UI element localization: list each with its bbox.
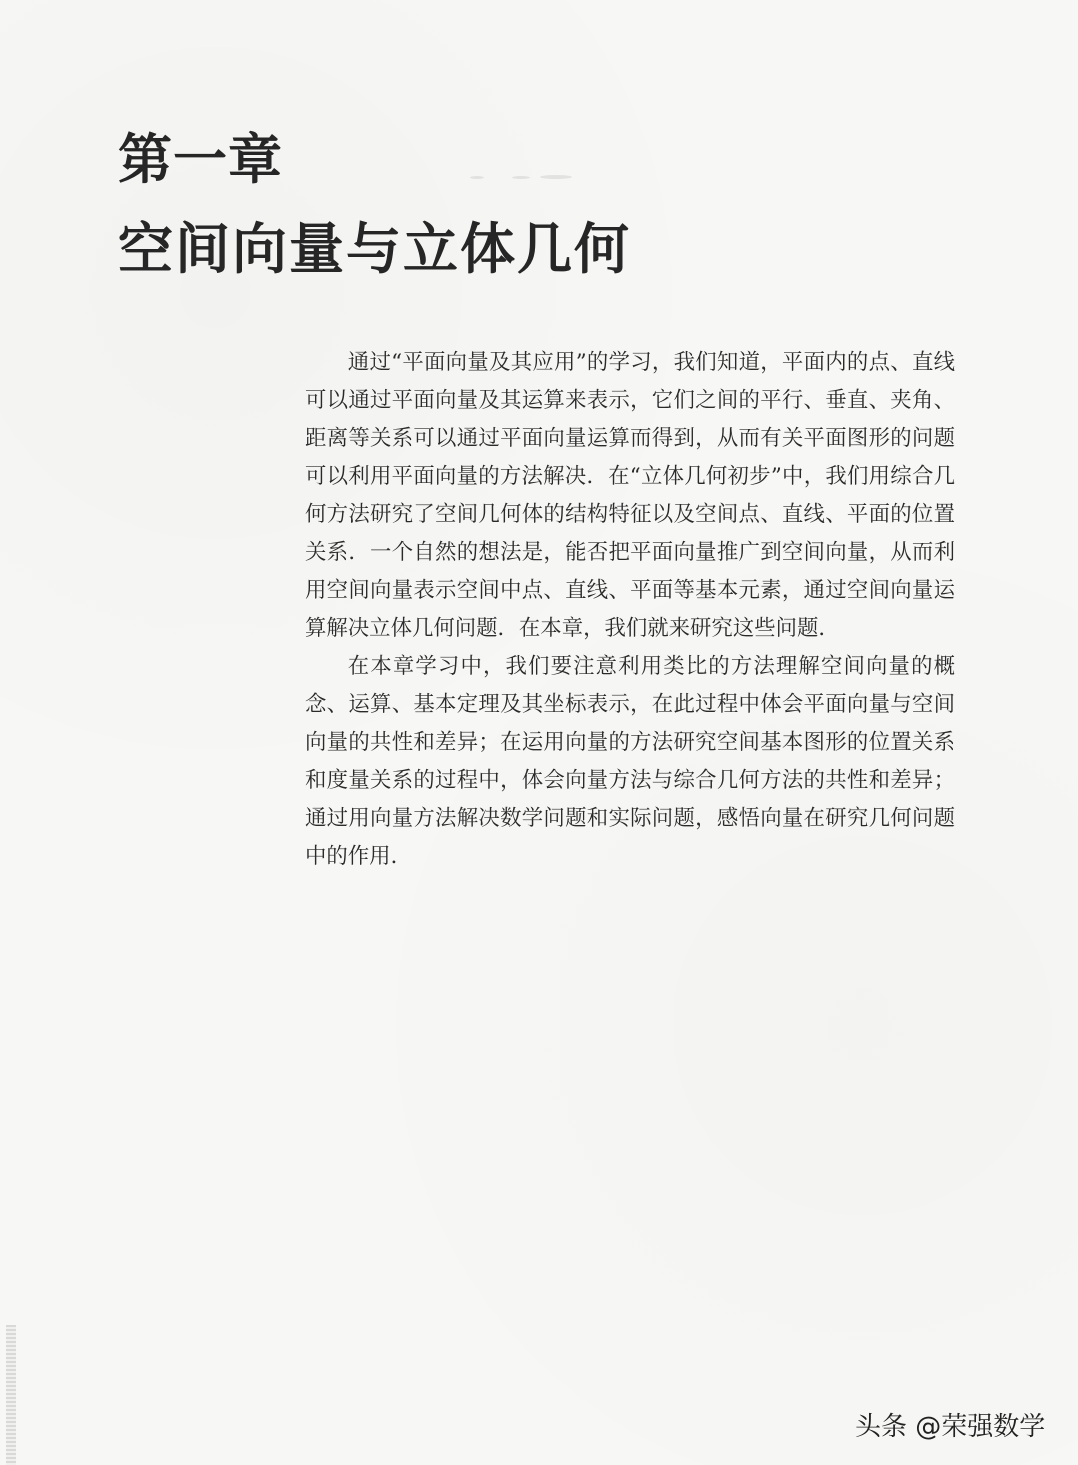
scan-speck — [470, 176, 484, 179]
scan-speck — [540, 175, 572, 179]
chapter-number: 第一章 — [118, 128, 283, 191]
intro-paragraph: 通过“平面向量及其应用”的学习，我们知道，平面内的点、直线可以通过平面向量及其运算来表示，它们之间的平行、垂直、夹角、距离等关系可以通过平面向量运算而得到，从而有关平面图形的问题可以利用平面向量的方法解决．在“立体几何初步”中，我们用综合几何方法研究了空间几何体的结构特征以及空间点、直线、平面的位置关系．一个自然的想法是，能否把平面向量推广到空间向量，从而利用空间向量表示空间中点、直线、平面等基本元素，通过空间向量运算解决立体几何问题．在本章，我们就来研究这些问题． — [305, 350, 955, 641]
intro-paragraph: 在本章学习中，我们要注意利用类比的方法理解空间向量的概念、运算、基本定理及其坐标表示，在此过程中体会平面向量与空间向量的共性和差异；在运用向量的方法研究空间基本图形的位置关系和度量关系的过程中，体会向量方法与综合几何方法的共性和差异；通过用向量方法解决数学问题和实际问题，感悟向量在研究几何问题中的作用． — [305, 654, 955, 869]
page-edge-shadow — [6, 1325, 16, 1465]
watermark-text: 头条 @荣强数学 — [855, 1412, 1046, 1442]
chapter-heading — [118, 128, 631, 282]
chapter-introduction — [305, 344, 955, 876]
scan-speck — [512, 176, 530, 179]
scan-speck — [680, 778, 686, 788]
chapter-title: 空间向量与立体几何 — [118, 217, 632, 281]
